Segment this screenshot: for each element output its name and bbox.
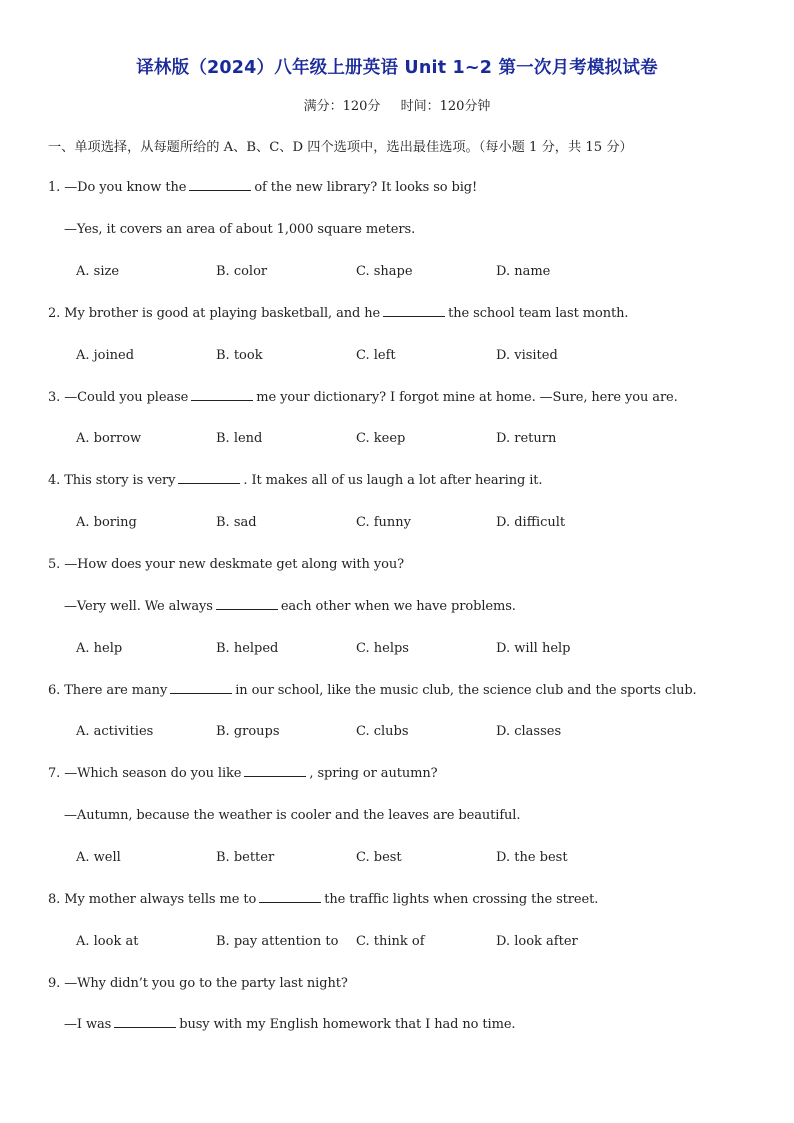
question-5-option-b: B. helped [216,641,279,656]
question-text: 3. —Could you please [48,390,189,405]
question-5-line-1 [48,557,404,572]
question-2-option-a: A. joined [76,348,135,363]
question-5-option-a: A. help [76,641,123,656]
question-7-line-2 [64,808,520,823]
question-5-line-2 [64,599,516,614]
question-2-option-d: D. visited [496,348,558,363]
question-9-line-1 [48,976,348,991]
question-text: of the new library? It looks so big! [254,180,478,195]
question-text: 4. This story is very [48,473,176,488]
question-6-option-c: C. clubs [356,724,409,739]
answer-blank [259,892,321,903]
question-text: 1. —Do you know the [48,180,187,195]
answer-blank [383,306,445,317]
exam-info [0,95,794,114]
question-text: —Very well. We always [64,599,213,614]
question-text: , spring or autumn? [309,766,438,781]
answer-blank [216,599,278,610]
question-6-option-d: D. classes [496,724,562,739]
question-8-option-a: A. look at [76,934,139,949]
question-2-option-c: C. left [356,348,396,363]
question-5-option-c: C. helps [356,641,409,656]
answer-blank [114,1017,176,1028]
question-text: 8. My mother always tells me to [48,892,257,907]
question-3-line-1 [48,390,678,405]
question-3-option-c: C. keep [356,431,406,446]
question-5-option-d: D. will help [496,641,571,656]
question-8-option-b: B. pay attention to [216,934,339,949]
question-text: —Autumn, because the weather is cooler and the leaves are beautiful. [64,808,521,823]
question-4-option-a: A. boring [76,515,137,530]
question-6-option-b: B. groups [216,724,280,739]
question-7-option-d: D. the best [496,850,568,865]
question-1-line-2 [64,222,415,237]
exam-title: 译林版（2024）八年级上册英语 Unit 1~2 第一次月考模拟试卷 [136,58,658,78]
question-4-option-c: C. funny [356,515,412,530]
question-text: —I was [64,1017,112,1032]
question-7-option-a: A. well [76,850,121,865]
question-text: 2. My brother is good at playing basketball, and he [48,306,381,321]
question-9-line-2 [64,1017,515,1032]
question-text: 5. —How does your new deskmate get along with you? [48,557,404,572]
question-2-option-b: B. took [216,348,263,363]
question-4-option-b: B. sad [216,515,257,530]
question-8-option-c: C. think of [356,934,425,949]
answer-blank [189,180,251,191]
section-heading: 一、单项选择，从每题所给的 A、B、C、D 四个选项中，选出最佳选项。（每小题 1 分，共 15 分） [48,140,633,155]
question-7-option-b: B. better [216,850,275,865]
question-1-option-d: D. name [496,264,551,279]
full-marks: 满分：120分 [303,99,381,114]
question-2-line-1 [48,306,628,321]
answer-blank [244,766,306,777]
question-1-line-1 [48,180,477,195]
question-6-option-a: A. activities [76,724,154,739]
question-3-option-b: B. lend [216,431,263,446]
question-6-line-1 [48,683,697,698]
question-1-option-c: C. shape [356,264,413,279]
question-7-line-1 [48,766,438,781]
question-text: the school team last month. [448,306,629,321]
question-text: —Yes, it covers an area of about 1,000 square meters. [64,222,416,237]
answer-blank [170,683,232,694]
question-text: . It makes all of us laugh a lot after hearing it. [243,473,543,488]
exam-time: 时间：120分钟 [400,99,491,114]
question-text: the traffic lights when crossing the street. [324,892,599,907]
question-7-option-c: C. best [356,850,402,865]
question-1-option-b: B. color [216,264,268,279]
question-8-option-d: D. look after [496,934,578,949]
question-1-option-a: A. size [76,264,120,279]
question-4-line-1 [48,473,542,488]
question-text: each other when we have problems. [280,599,516,614]
question-text: 7. —Which season do you like [48,766,242,781]
answer-blank [178,473,240,484]
answer-blank [191,390,253,401]
question-text: busy with my English homework that I had no time. [179,1017,516,1032]
question-text: 9. —Why didn’t you go to the party last night? [48,976,348,991]
question-text: me your dictionary? I forgot mine at home. —Sure, here you are. [256,390,678,405]
question-8-line-1 [48,892,598,907]
question-3-option-d: D. return [496,431,557,446]
question-text: 6. There are many [48,683,168,698]
question-4-option-d: D. difficult [496,515,566,530]
question-3-option-a: A. borrow [76,431,142,446]
question-text: in our school, like the music club, the science club and the sports club. [235,683,697,698]
